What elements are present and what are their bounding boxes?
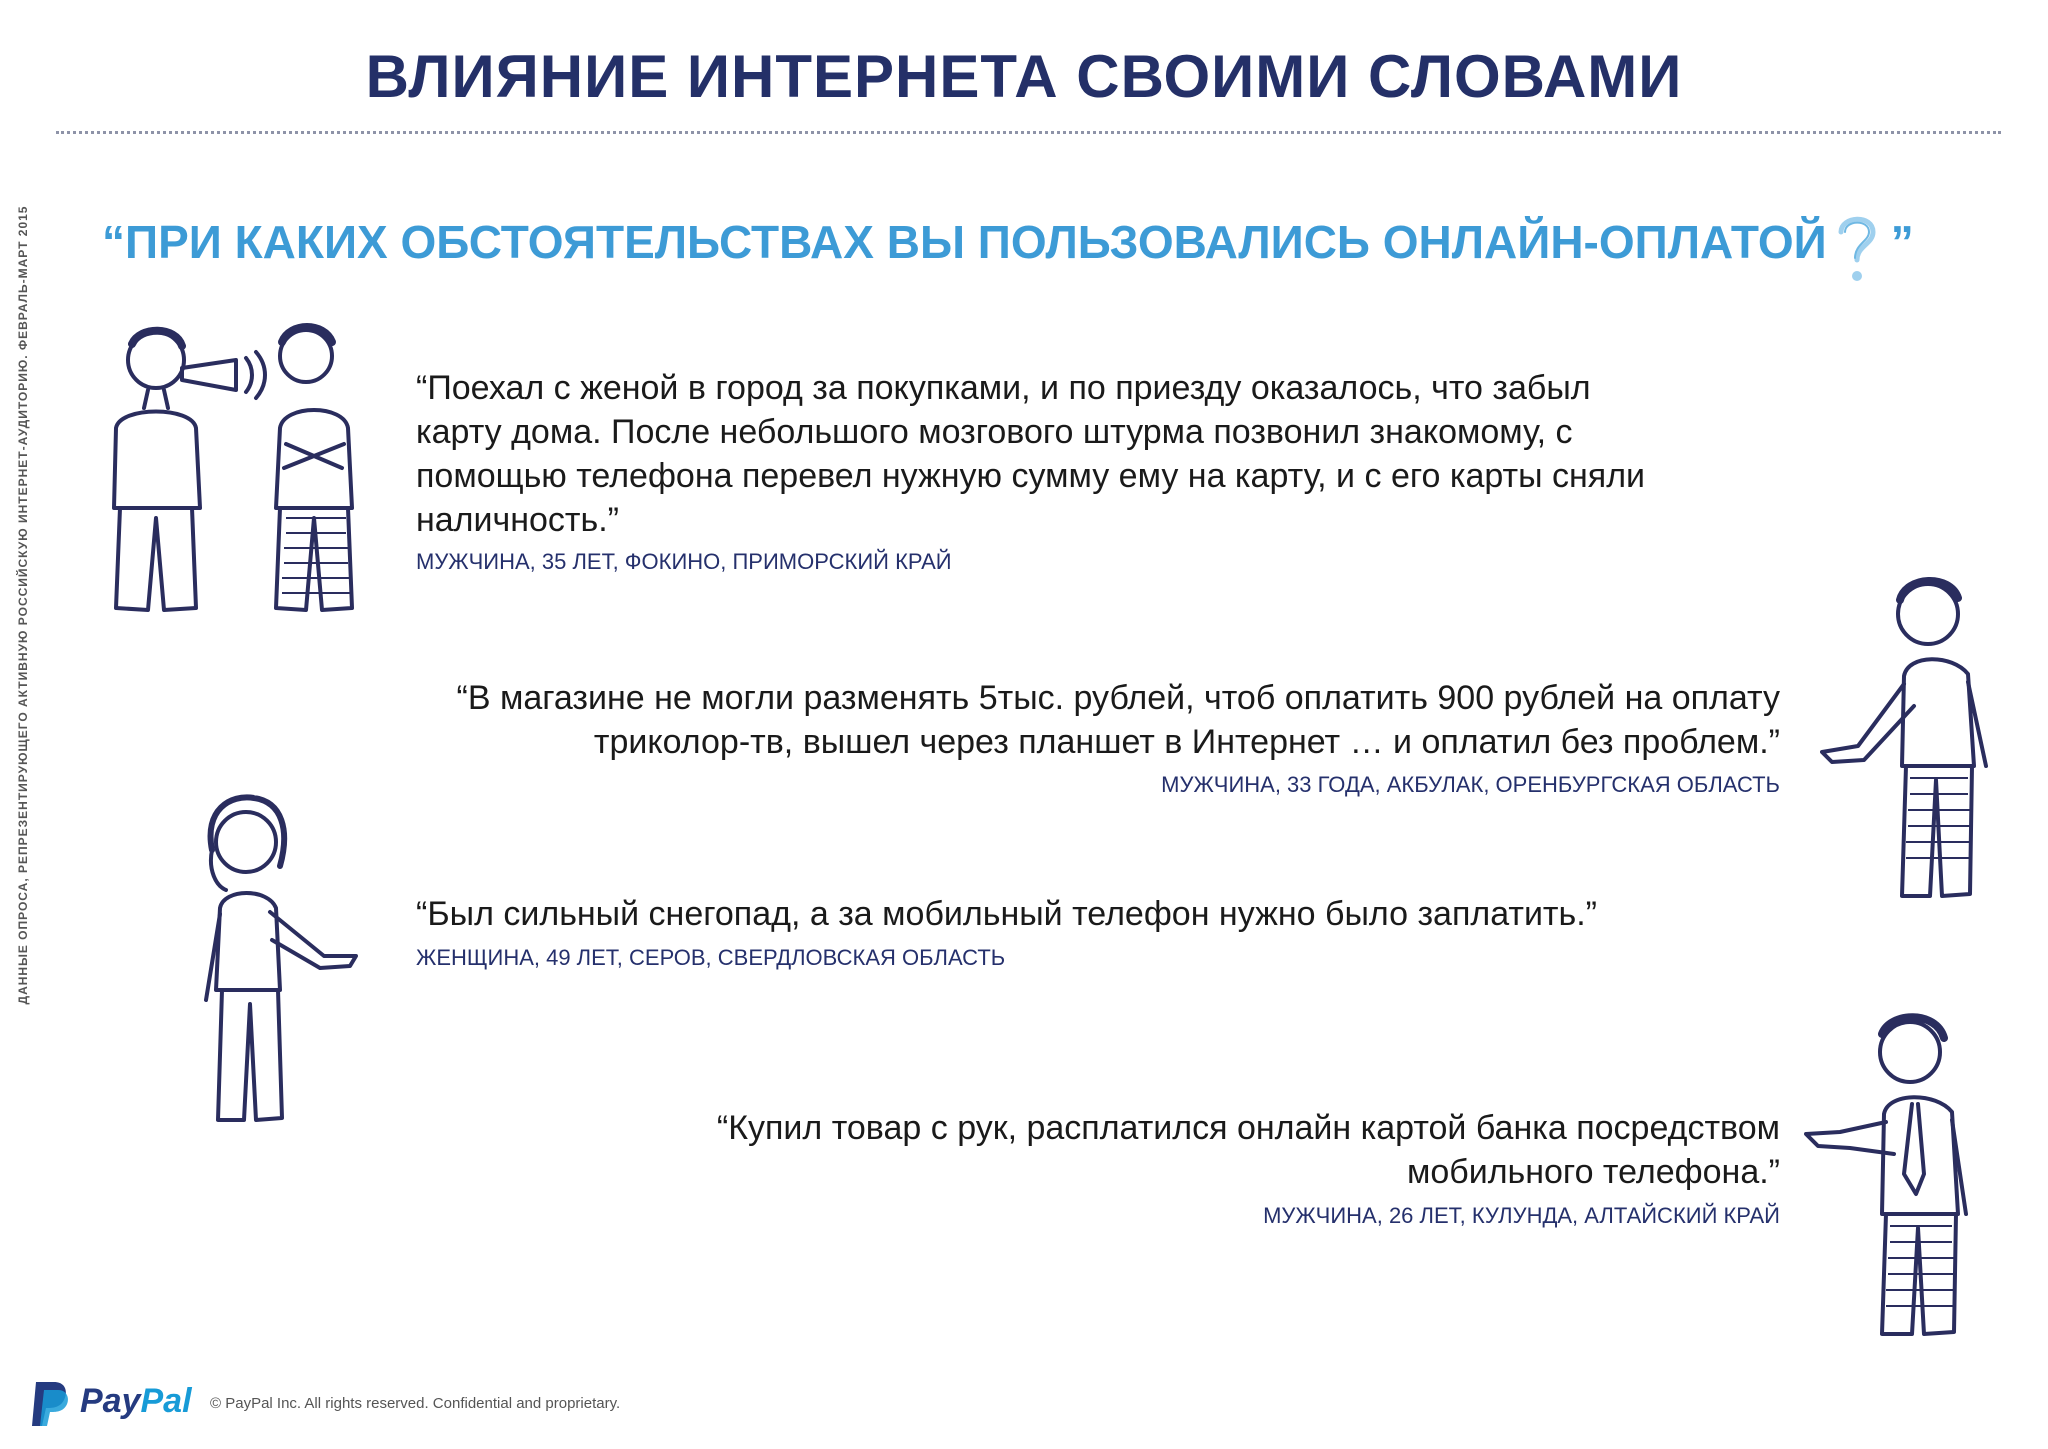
page-title: ВЛИЯНИЕ ИНТЕРНЕТА СВОИМИ СЛОВАМИ xyxy=(365,43,1683,110)
man-gesturing-left-illustration xyxy=(1818,566,1998,906)
question-text: “ПРИ КАКИХ ОБСТОЯТЕЛЬСТВАХ ВЫ ПОЛЬЗОВАЛИСЬ ОНЛАЙН-ОПЛАТОЙ xyxy=(102,216,1827,269)
quote-2-line-1: “В магазине не могли разменять 5тыс. рублей, чтоб оплатить 900 рублей на оплату xyxy=(456,679,1780,717)
quote-4-line-1: “Купил товар с рук, расплатился онлайн картой банка посредством xyxy=(716,1109,1780,1147)
dotted-divider xyxy=(56,131,2001,134)
question-heading xyxy=(102,210,1914,282)
quote-3-line-1: “Был сильный снегопад, а за мобильный телефон нужно было заплатить.” xyxy=(416,895,1597,933)
quote-1-line-4: наличность.” xyxy=(416,501,619,539)
quote-1-line-2: карту дома. После небольшого мозгового штурма позвонил знакомому, с xyxy=(416,413,1573,451)
quote-4-author: МУЖЧИНА, 26 ЛЕТ, КУЛУНДА, АЛТАЙСКИЙ КРАЙ xyxy=(1263,1203,1780,1228)
paypal-wordmark-pay: Pay xyxy=(80,1382,141,1420)
copyright-text: © PayPal Inc. All rights reserved. Confidential and proprietary. xyxy=(210,1395,621,1412)
quote-3-author: ЖЕНЩИНА, 49 ЛЕТ, СЕРОВ, СВЕРДЛОВСКАЯ ОБЛАСТЬ xyxy=(416,945,1006,970)
quote-2 xyxy=(280,676,1780,764)
quote-1-line-3: помощью телефона перевел нужную сумму ему на карту, и с его карты сняли xyxy=(416,457,1646,495)
paypal-logo-icon xyxy=(30,1380,70,1428)
quote-2-line-2: триколор-тв, вышел через планшет в Интернет … и оплатил без проблем.” xyxy=(593,723,1780,761)
quote-4-line-2: мобильного телефона.” xyxy=(1406,1153,1780,1191)
quote-3 xyxy=(416,892,1816,936)
paypal-wordmark xyxy=(80,1382,192,1421)
quote-1-line-1: “Поехал с женой в город за покупками, и по приезду оказалось, что забыл xyxy=(416,369,1591,407)
survey-source-text: ДАННЫЕ ОПРОСА, РЕПРЕЗЕНТИРУЮЩЕГО АКТИВНУЮ РОССИЙСКУЮ ИНТЕРНЕТ-АУДИТОРИЮ. ФЕВРАЛЬ-МАРТ 2015 xyxy=(16,205,30,1005)
quote-1-author: МУЖЧИНА, 35 ЛЕТ, ФОКИНО, ПРИМОРСКИЙ КРАЙ xyxy=(416,549,952,574)
quote-1 xyxy=(416,366,1816,542)
woman-gesturing-right-illustration xyxy=(190,790,370,1130)
question-close-quote: ” xyxy=(1890,216,1914,269)
quote-4 xyxy=(380,1106,1780,1194)
question-mark-icon xyxy=(1833,210,1881,290)
quote-2-author: МУЖЧИНА, 33 ГОДА, АКБУЛАК, ОРЕНБУРГСКАЯ ОБЛАСТЬ xyxy=(1161,772,1780,797)
man-with-tie-illustration xyxy=(1800,1004,1990,1344)
megaphone-men-illustration xyxy=(96,318,386,618)
survey-source-note xyxy=(10,205,36,1005)
paypal-wordmark-pal: Pal xyxy=(140,1382,192,1420)
